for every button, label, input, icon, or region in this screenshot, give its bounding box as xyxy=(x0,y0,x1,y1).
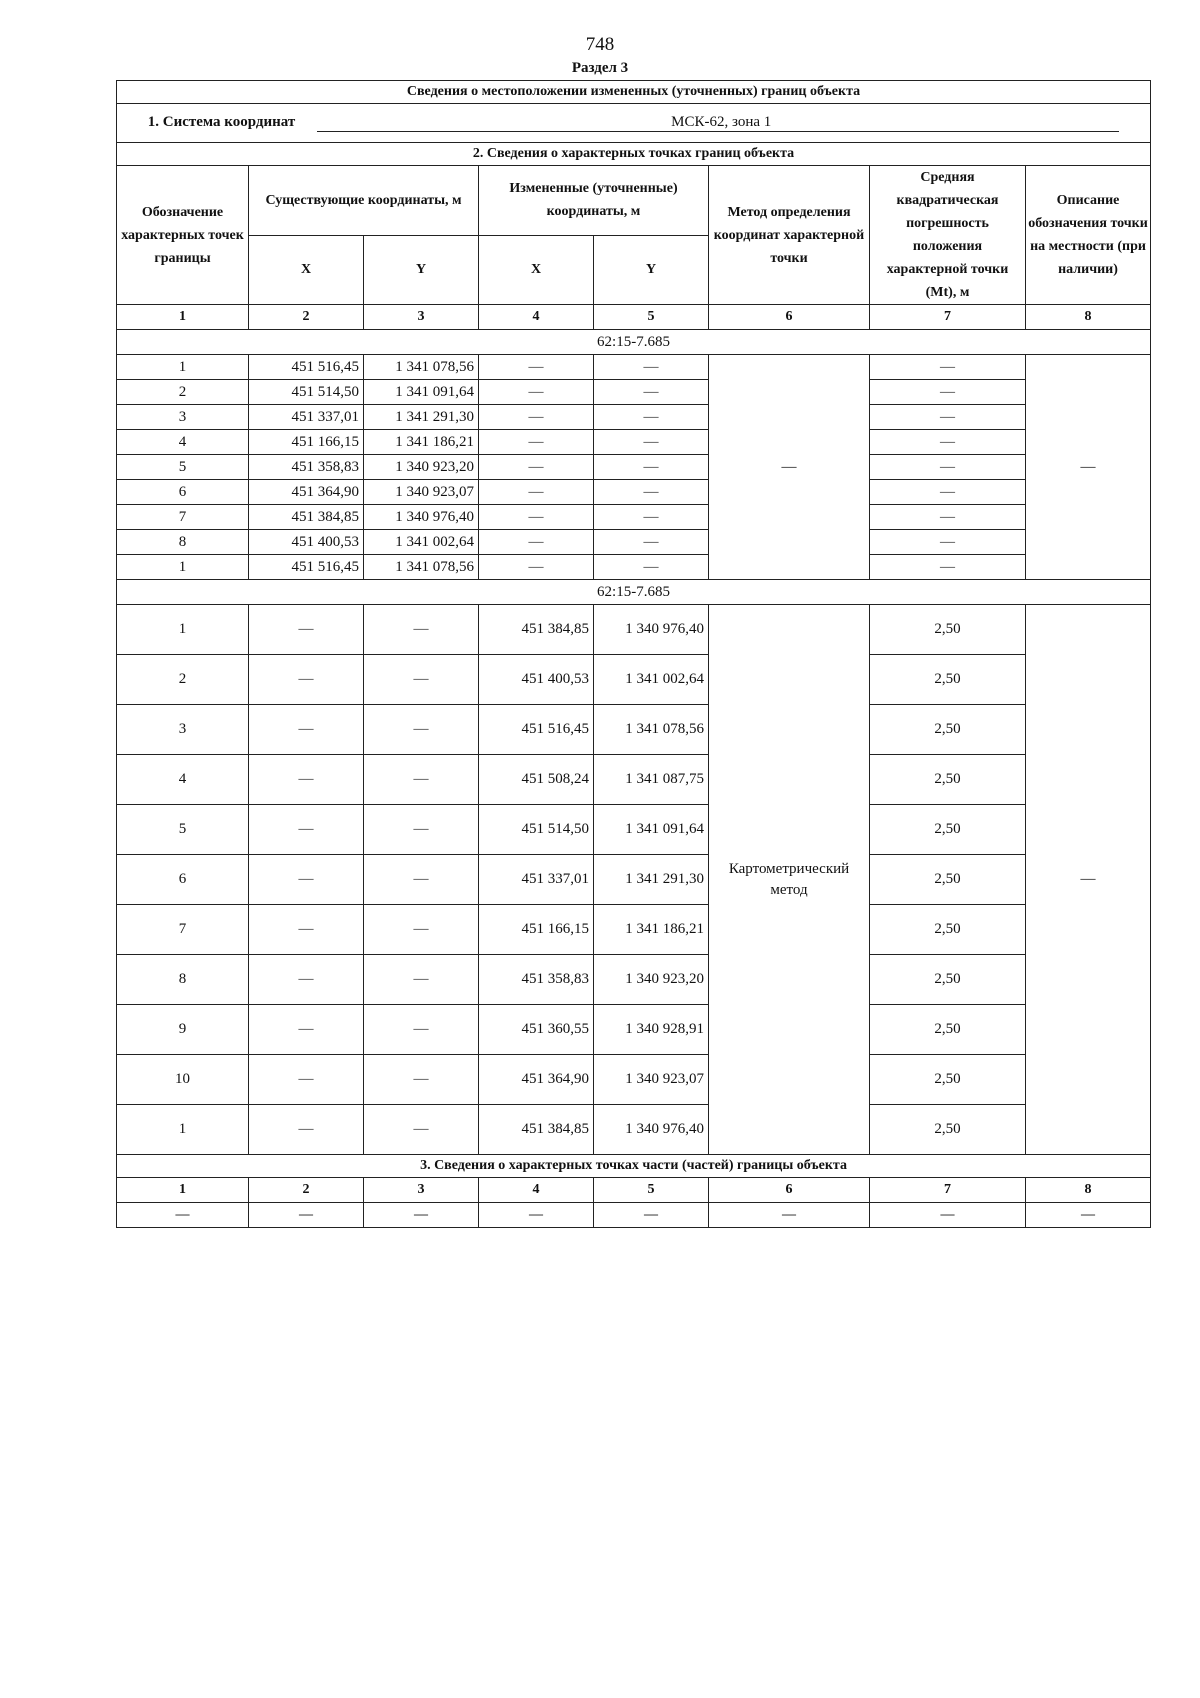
page-number: 748 xyxy=(585,34,615,55)
point-number: 1 xyxy=(117,1105,249,1155)
existing-x: 451 364,90 xyxy=(249,480,364,505)
changed-x: — xyxy=(479,455,594,480)
table-row xyxy=(117,1005,1151,1055)
existing-x: 451 516,45 xyxy=(249,355,364,380)
column-number: 4 xyxy=(479,305,594,330)
table-row xyxy=(117,955,1151,1005)
existing-y: — xyxy=(364,1005,479,1055)
point-number: 2 xyxy=(117,380,249,405)
parts-cell: — xyxy=(1026,1203,1151,1228)
column-number: 7 xyxy=(870,1178,1026,1203)
column-number: 1 xyxy=(117,1178,249,1203)
mt-value: 2,50 xyxy=(870,905,1026,955)
table-row xyxy=(117,505,1151,530)
parts-cell: — xyxy=(117,1203,249,1228)
mt-value: — xyxy=(870,380,1026,405)
changed-y: — xyxy=(594,405,709,430)
table-row xyxy=(117,605,1151,655)
header-existing-y: Y xyxy=(364,235,479,305)
mt-value: 2,50 xyxy=(870,605,1026,655)
changed-x: 451 166,15 xyxy=(479,905,594,955)
existing-y: 1 341 078,56 xyxy=(364,555,479,580)
table-row xyxy=(117,530,1151,555)
column-number: 6 xyxy=(709,305,870,330)
existing-x: — xyxy=(249,955,364,1005)
point-number: 4 xyxy=(117,430,249,455)
existing-x: — xyxy=(249,1055,364,1105)
table-row xyxy=(117,555,1151,580)
changed-x: — xyxy=(479,405,594,430)
existing-y: — xyxy=(364,855,479,905)
group1-rows xyxy=(117,355,1151,580)
existing-y: 1 341 078,56 xyxy=(364,355,479,380)
changed-y: 1 341 002,64 xyxy=(594,655,709,705)
column-number: 1 xyxy=(117,305,249,330)
point-number: 3 xyxy=(117,405,249,430)
column-number: 3 xyxy=(364,1178,479,1203)
point-number: 1 xyxy=(117,605,249,655)
mt-value: — xyxy=(870,555,1026,580)
changed-x: 451 364,90 xyxy=(479,1055,594,1105)
point-number: 6 xyxy=(117,480,249,505)
mt-value: 2,50 xyxy=(870,705,1026,755)
column-number: 5 xyxy=(594,305,709,330)
table-row xyxy=(117,405,1151,430)
header-existing: Существующие координаты, м xyxy=(249,166,479,236)
existing-y: — xyxy=(364,955,479,1005)
point-number: 2 xyxy=(117,655,249,705)
changed-x: — xyxy=(479,505,594,530)
mt-value: 2,50 xyxy=(870,1005,1026,1055)
existing-y: 1 340 923,20 xyxy=(364,455,479,480)
changed-y: — xyxy=(594,555,709,580)
point-number: 1 xyxy=(117,355,249,380)
description-cell: — xyxy=(1026,605,1151,1155)
existing-x: — xyxy=(249,755,364,805)
table-row xyxy=(117,355,1151,380)
parts-column-numbers-row xyxy=(117,1178,1151,1203)
table-row xyxy=(117,1105,1151,1155)
boundary-table xyxy=(116,80,1151,1228)
column-number: 8 xyxy=(1026,305,1151,330)
changed-x: — xyxy=(479,355,594,380)
point-number: 4 xyxy=(117,755,249,805)
existing-x: — xyxy=(249,655,364,705)
method-cell: Картометрический метод xyxy=(709,605,870,1155)
column-number: 2 xyxy=(249,1178,364,1203)
header-changed-y: Y xyxy=(594,235,709,305)
parts-cell: — xyxy=(594,1203,709,1228)
changed-y: 1 341 291,30 xyxy=(594,855,709,905)
mt-value: 2,50 xyxy=(870,855,1026,905)
existing-y: — xyxy=(364,605,479,655)
changed-y: 1 341 091,64 xyxy=(594,805,709,855)
column-number: 4 xyxy=(479,1178,594,1203)
changed-x: 451 516,45 xyxy=(479,705,594,755)
section-title: Раздел 3 xyxy=(571,60,629,76)
changed-y: — xyxy=(594,530,709,555)
parts-cell: — xyxy=(364,1203,479,1228)
existing-y: — xyxy=(364,755,479,805)
point-number: 7 xyxy=(117,505,249,530)
mt-value: 2,50 xyxy=(870,955,1026,1005)
changed-x: 451 400,53 xyxy=(479,655,594,705)
group1-label: 62:15-7.685 xyxy=(117,330,1151,355)
table-title: Сведения о местоположении измененных (уточненных) границ объекта xyxy=(117,81,1151,104)
point-number: 1 xyxy=(117,555,249,580)
coord-system-label: 1. Система координат xyxy=(147,114,296,130)
existing-x: 451 514,50 xyxy=(249,380,364,405)
existing-y: 1 341 002,64 xyxy=(364,530,479,555)
changed-y: — xyxy=(594,505,709,530)
mt-value: 2,50 xyxy=(870,655,1026,705)
existing-x: — xyxy=(249,1005,364,1055)
existing-y: — xyxy=(364,1105,479,1155)
description-cell: — xyxy=(1026,355,1151,580)
existing-x: — xyxy=(249,1105,364,1155)
table-row xyxy=(117,705,1151,755)
changed-y: 1 340 923,07 xyxy=(594,1055,709,1105)
point-number: 7 xyxy=(117,905,249,955)
header-method: Метод определения координат характерной точки xyxy=(709,166,870,305)
table-row xyxy=(117,430,1151,455)
point-number: 3 xyxy=(117,705,249,755)
mt-value: — xyxy=(870,455,1026,480)
group2-rows xyxy=(117,605,1151,1155)
point-number: 10 xyxy=(117,1055,249,1105)
table-row xyxy=(117,655,1151,705)
changed-x: — xyxy=(479,430,594,455)
column-number: 3 xyxy=(364,305,479,330)
points-section-title: 2. Сведения о характерных точках границ объекта xyxy=(117,143,1151,166)
existing-y: — xyxy=(364,905,479,955)
mt-value: — xyxy=(870,430,1026,455)
mt-value: — xyxy=(870,355,1026,380)
existing-x: — xyxy=(249,855,364,905)
existing-y: 1 341 291,30 xyxy=(364,405,479,430)
table-row xyxy=(117,855,1151,905)
header-existing-x: X xyxy=(249,235,364,305)
changed-x: — xyxy=(479,530,594,555)
point-number: 8 xyxy=(117,955,249,1005)
header-designation: Обозначение характерных точек границы xyxy=(117,166,249,305)
changed-y: 1 340 976,40 xyxy=(594,605,709,655)
parts-cell: — xyxy=(709,1203,870,1228)
mt-value: 2,50 xyxy=(870,755,1026,805)
mt-value: 2,50 xyxy=(870,805,1026,855)
existing-x: 451 384,85 xyxy=(249,505,364,530)
existing-x: — xyxy=(249,705,364,755)
changed-x: 451 508,24 xyxy=(479,755,594,805)
point-number: 9 xyxy=(117,1005,249,1055)
existing-x: — xyxy=(249,905,364,955)
header-changed-x: X xyxy=(479,235,594,305)
existing-y: — xyxy=(364,805,479,855)
changed-y: 1 340 923,20 xyxy=(594,955,709,1005)
existing-x: 451 400,53 xyxy=(249,530,364,555)
changed-y: 1 340 976,40 xyxy=(594,1105,709,1155)
column-number: 7 xyxy=(870,305,1026,330)
table-row xyxy=(117,480,1151,505)
existing-x: 451 166,15 xyxy=(249,430,364,455)
existing-y: — xyxy=(364,655,479,705)
existing-x: — xyxy=(249,605,364,655)
point-number: 5 xyxy=(117,455,249,480)
existing-x: 451 337,01 xyxy=(249,405,364,430)
parts-cell: — xyxy=(479,1203,594,1228)
changed-y: — xyxy=(594,430,709,455)
point-number: 5 xyxy=(117,805,249,855)
changed-y: 1 340 928,91 xyxy=(594,1005,709,1055)
changed-y: — xyxy=(594,455,709,480)
changed-x: 451 514,50 xyxy=(479,805,594,855)
changed-x: 451 384,85 xyxy=(479,1105,594,1155)
column-number: 6 xyxy=(709,1178,870,1203)
column-numbers-row xyxy=(117,305,1151,330)
parts-cell: — xyxy=(249,1203,364,1228)
coord-system-cell xyxy=(117,104,1151,143)
changed-y: 1 341 087,75 xyxy=(594,755,709,805)
column-number: 8 xyxy=(1026,1178,1151,1203)
mt-value: 2,50 xyxy=(870,1105,1026,1155)
changed-y: 1 341 186,21 xyxy=(594,905,709,955)
point-number: 6 xyxy=(117,855,249,905)
table-row xyxy=(117,805,1151,855)
existing-y: — xyxy=(364,1055,479,1105)
coord-system-value: МСК-62, зона 1 xyxy=(317,114,1119,132)
changed-x: 451 337,01 xyxy=(479,855,594,905)
method-cell: — xyxy=(709,355,870,580)
column-number: 2 xyxy=(249,305,364,330)
existing-x: — xyxy=(249,805,364,855)
table-row xyxy=(117,905,1151,955)
mt-value: — xyxy=(870,530,1026,555)
table-row xyxy=(117,755,1151,805)
changed-x: 451 358,83 xyxy=(479,955,594,1005)
header-description: Описание обозначения точки на местности (при наличии) xyxy=(1026,166,1151,305)
mt-value: 2,50 xyxy=(870,1055,1026,1105)
existing-y: 1 340 976,40 xyxy=(364,505,479,530)
parts-section-title: 3. Сведения о характерных точках части (частей) границы объекта xyxy=(117,1155,1151,1178)
table-row xyxy=(117,455,1151,480)
existing-y: — xyxy=(364,705,479,755)
table-row xyxy=(117,380,1151,405)
existing-x: 451 358,83 xyxy=(249,455,364,480)
table-row xyxy=(117,1055,1151,1105)
mt-value: — xyxy=(870,505,1026,530)
mt-value: — xyxy=(870,405,1026,430)
changed-x: 451 360,55 xyxy=(479,1005,594,1055)
changed-y: — xyxy=(594,480,709,505)
changed-y: — xyxy=(594,380,709,405)
changed-x: 451 384,85 xyxy=(479,605,594,655)
parts-data-row xyxy=(117,1203,1151,1228)
existing-x: 451 516,45 xyxy=(249,555,364,580)
changed-x: — xyxy=(479,480,594,505)
existing-y: 1 340 923,07 xyxy=(364,480,479,505)
changed-y: 1 341 078,56 xyxy=(594,705,709,755)
existing-y: 1 341 091,64 xyxy=(364,380,479,405)
parts-cell: — xyxy=(870,1203,1026,1228)
point-number: 8 xyxy=(117,530,249,555)
mt-value: — xyxy=(870,480,1026,505)
group2-label: 62:15-7.685 xyxy=(117,580,1151,605)
changed-x: — xyxy=(479,380,594,405)
column-number: 5 xyxy=(594,1178,709,1203)
header-changed: Измененные (уточненные) координаты, м xyxy=(479,166,709,236)
existing-y: 1 341 186,21 xyxy=(364,430,479,455)
header-error: Средняя квадратическая погрешность положения характерной точки (Mt), м xyxy=(870,166,1026,305)
changed-y: — xyxy=(594,355,709,380)
changed-x: — xyxy=(479,555,594,580)
